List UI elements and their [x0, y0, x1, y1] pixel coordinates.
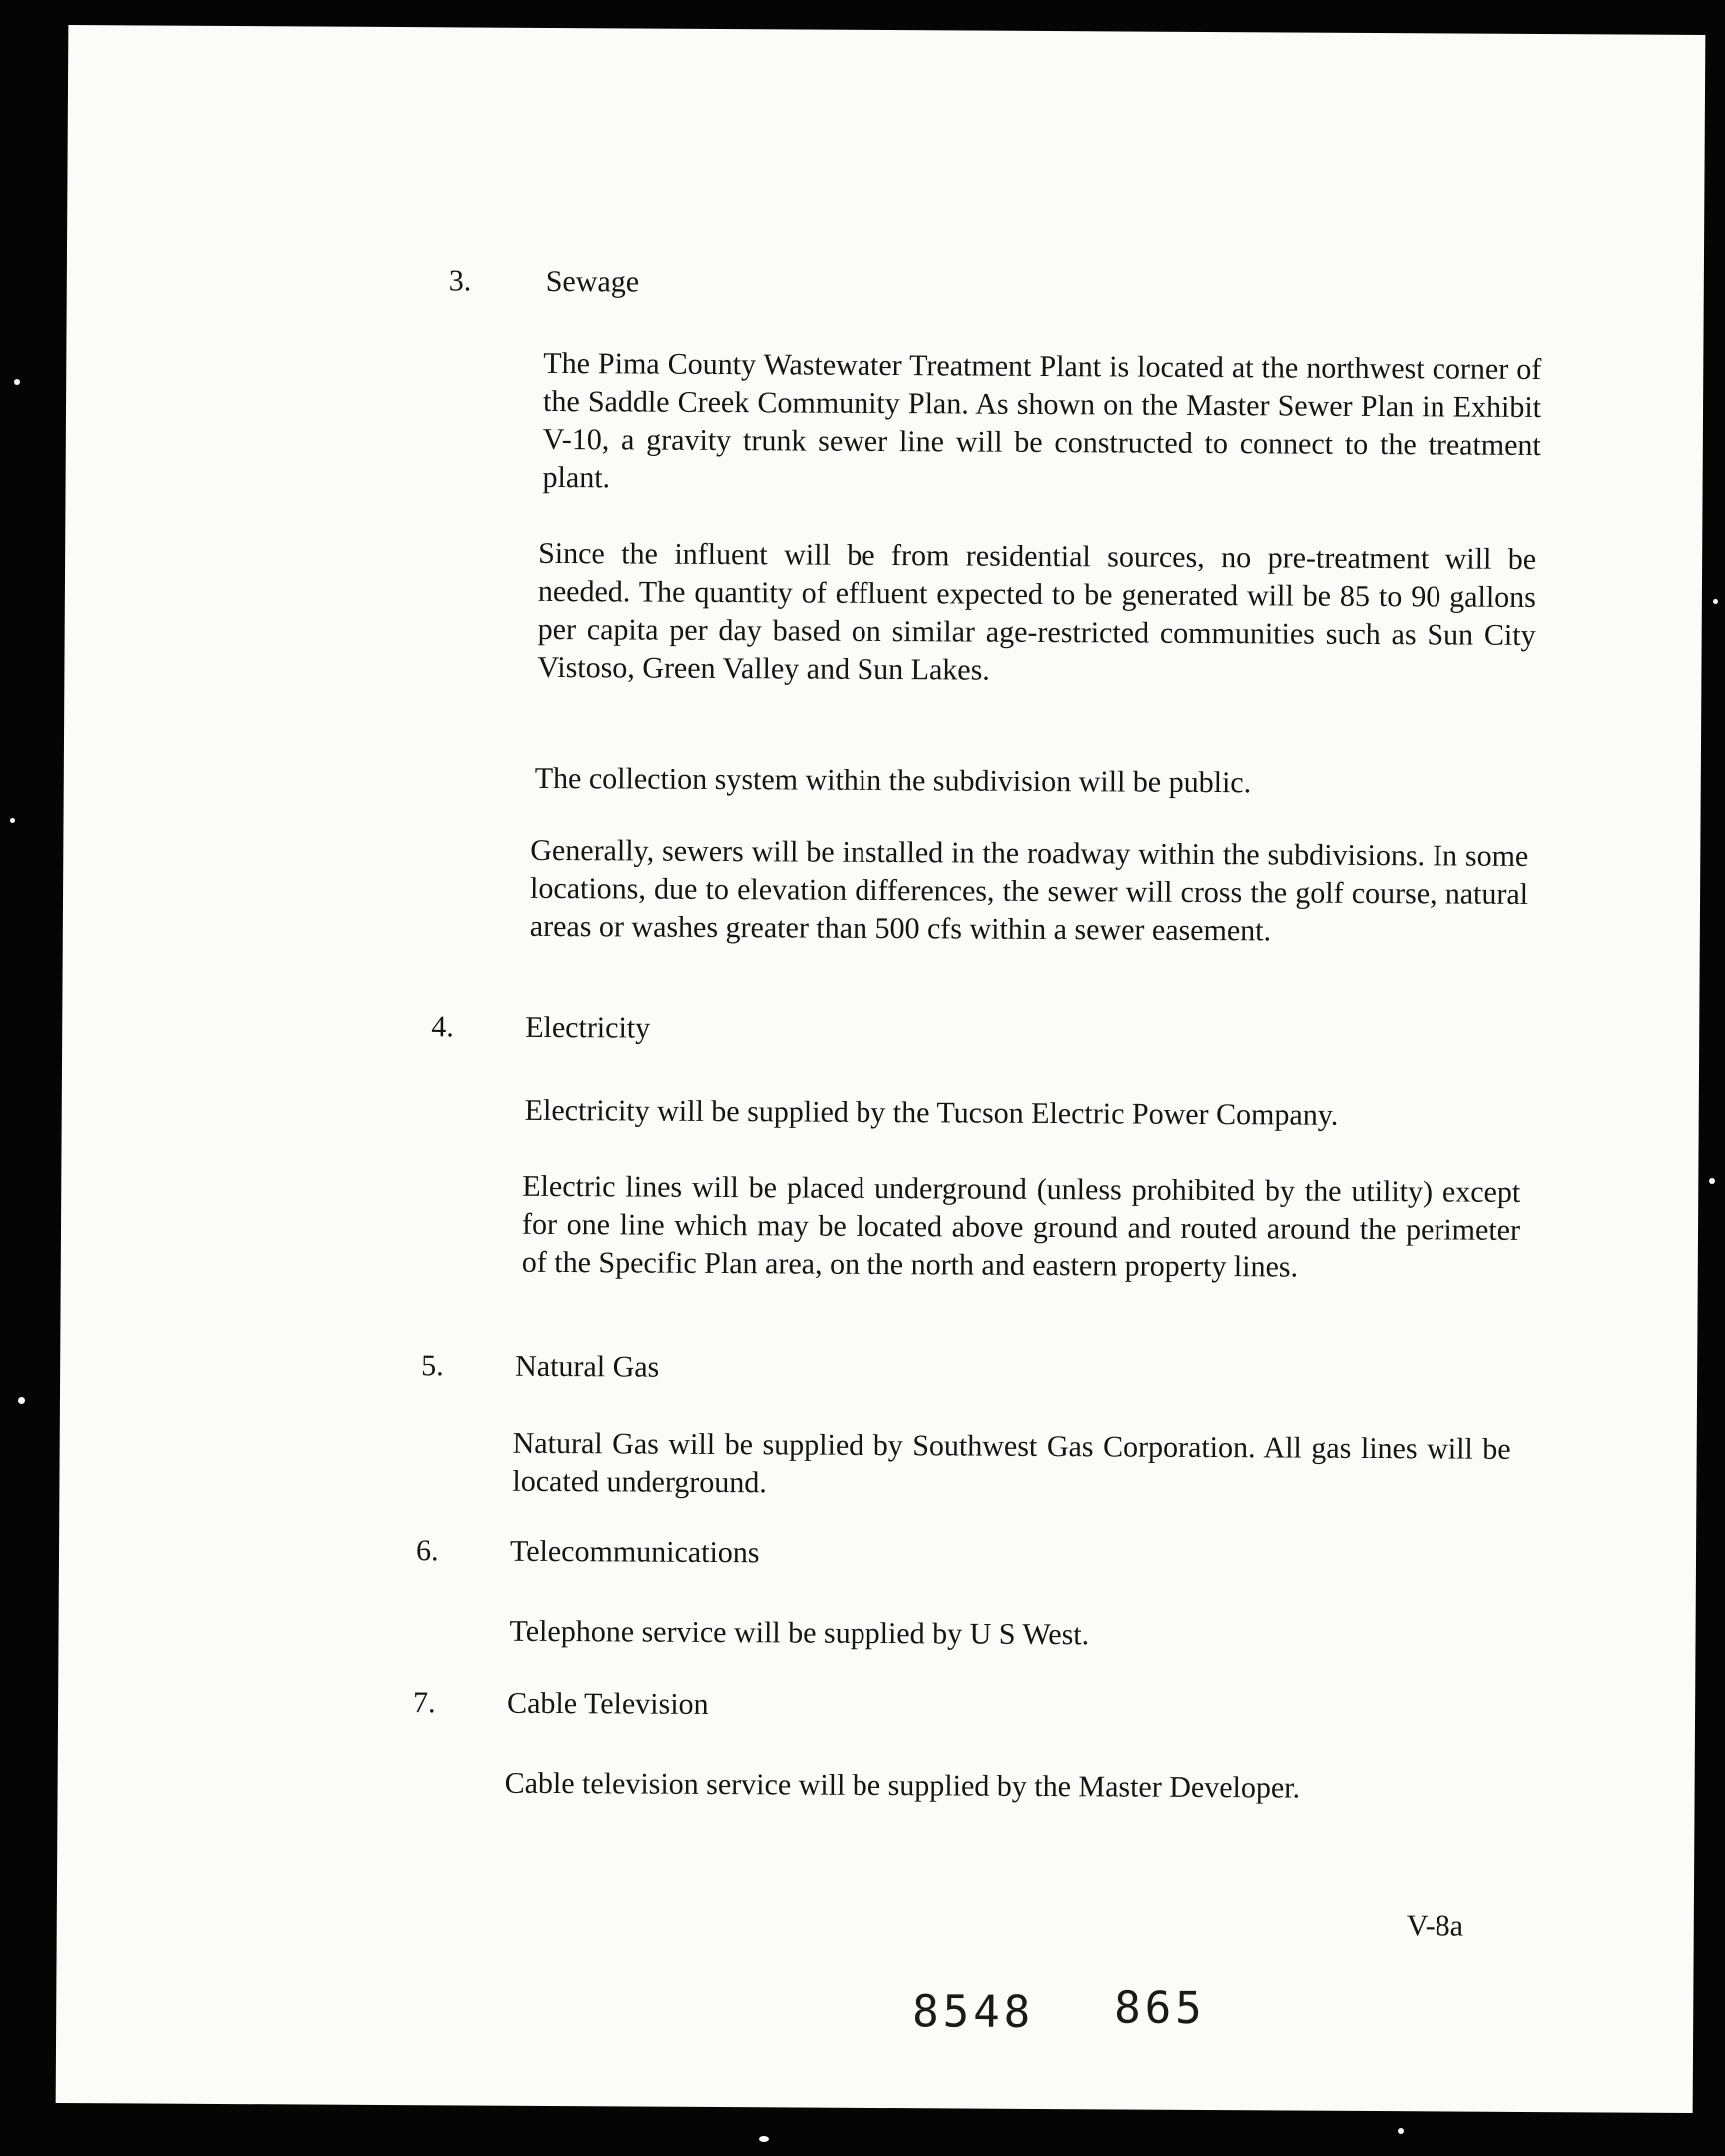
scan-speck: [18, 1397, 25, 1404]
paragraph: Natural Gas will be supplied by Southwest Gas Corporation. All gas lines will be located underground.: [512, 1426, 1511, 1500]
section-number: 5.: [421, 1349, 444, 1383]
document-number-part: 8548: [912, 1986, 1035, 2038]
section-number: 3.: [448, 265, 472, 298]
section-title: Telecommunications: [509, 1534, 760, 1570]
section-number: 4.: [431, 1010, 454, 1044]
scan-speck: [1713, 599, 1718, 604]
section-number: 7.: [413, 1686, 436, 1720]
paragraph: Electricity will be supplied by the Tucson Electric Power Company.: [524, 1093, 1339, 1132]
paragraph: Cable television service will be supplied by the Master Developer.: [504, 1766, 1301, 1805]
paragraph: Telephone service will be supplied by U S West.: [509, 1614, 1090, 1652]
section-sewage: [68, 25, 1705, 948]
section-title: Electricity: [525, 1010, 651, 1045]
scan-speck: [759, 2136, 769, 2142]
paragraph: Electric lines will be placed underground (unless prohibited by the utility) except for one line which may be located above ground and routed around the perimeter of the Specific Plan area, on the north and eastern property lines.: [521, 1169, 1521, 1284]
document-number-part: 865: [1114, 1982, 1206, 2035]
section-number: 6.: [415, 1534, 439, 1568]
paragraph: Since the influent will be from residential sources, no pre-treatment will be needed. The quantity of effluent expected to be generated will be 85 to 90 gallons per capita per day based on similar age-restricted communities such as Sun City Vistoso, Green Valley and Sun Lakes.: [537, 536, 1537, 687]
page-identifier: V-8a: [1406, 1909, 1464, 1943]
scan-speck: [1398, 2128, 1404, 2134]
section-title: Sewage: [545, 265, 640, 299]
paragraph: The Pima County Wastewater Treatment Plant is located at the northwest corner of the Saddle Creek Community Plan. As shown on the Master Sewer Plan in Exhibit V-10, a gravity trunk sewer line will be constructed to connect to the treatment plant.: [542, 346, 1542, 495]
paragraph: The collection system within the subdivision will be public.: [534, 761, 1252, 800]
scan-speck: [14, 379, 20, 385]
document-page: [56, 25, 1706, 2113]
scan-speck: [1709, 1178, 1715, 1184]
scan-speck: [10, 818, 15, 823]
section-title: Cable Television: [507, 1686, 709, 1721]
section-title: Natural Gas: [515, 1349, 660, 1384]
paragraph: Generally, sewers will be installed in the roadway within the subdivisions. In some locations, due to elevation differences, the sewer will cross the golf course, natural areas or washes greater than 500 cfs within a sewer easement.: [529, 833, 1529, 948]
